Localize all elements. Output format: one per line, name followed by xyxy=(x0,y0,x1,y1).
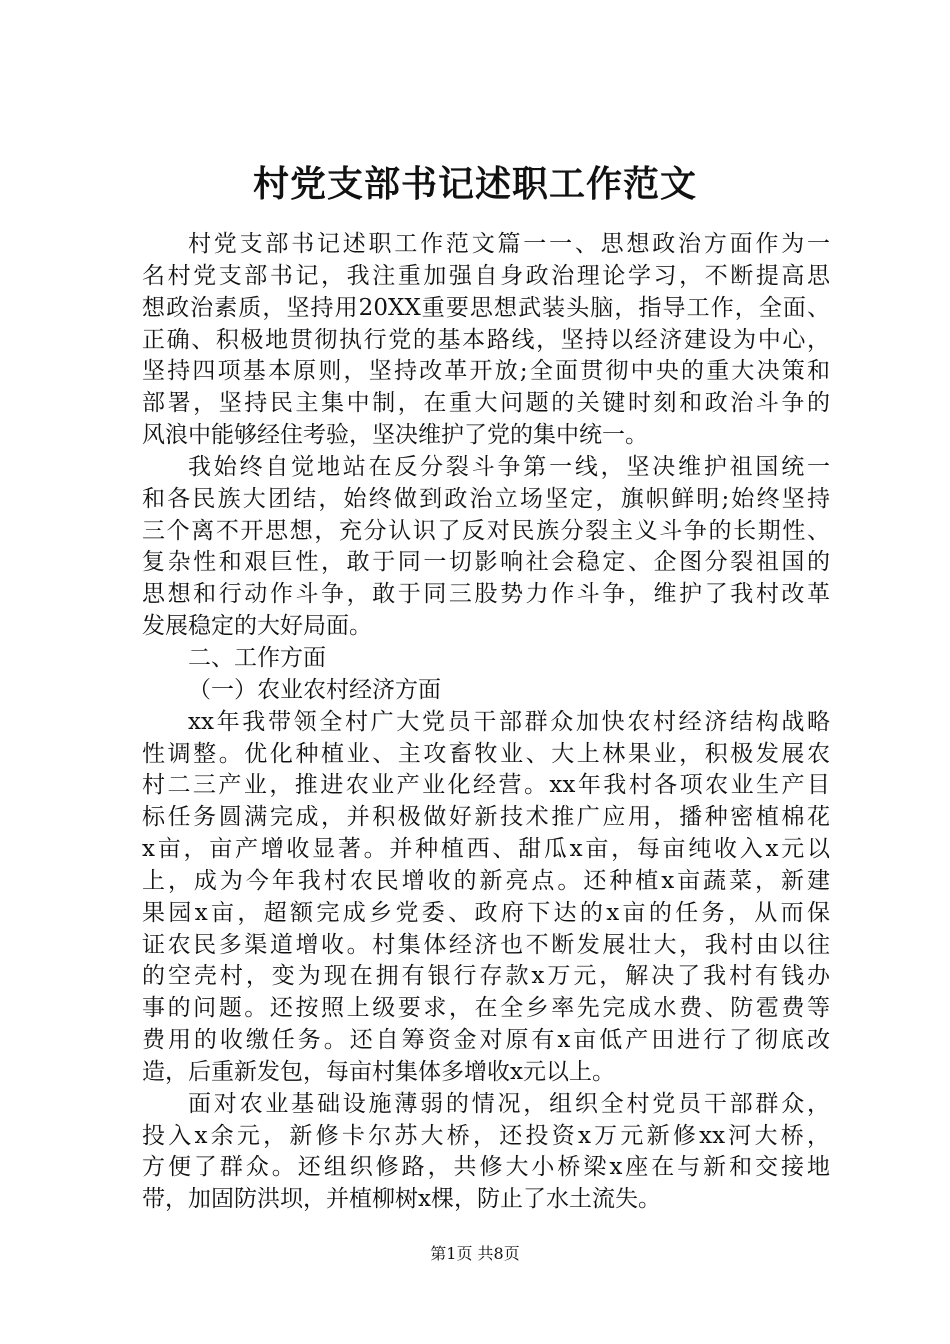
text-line: 三个离不开思想，充分认识了反对民族分裂主义斗争的长期性、 xyxy=(142,517,830,544)
text-line: 的空壳村，变为现在拥有银行存款x万元，解决了我村有钱办 xyxy=(142,963,830,990)
text-line: 村二三产业，推进农业产业化经营。xx年我村各项农业生产目 xyxy=(142,772,830,799)
text-line: 名村党支部书记，我注重加强自身政治理论学习，不断提高思 xyxy=(142,262,830,289)
subsection-heading: （一）农业农村经济方面 xyxy=(188,676,441,703)
text-line: 上，成为今年我村农民增收的新亮点。还种植x亩蔬菜，新建 xyxy=(142,867,830,894)
page-number: 第1页 共8页 xyxy=(430,1244,520,1263)
text-line: 我始终自觉地站在反分裂斗争第一线，坚决维护祖国统一 xyxy=(188,453,830,480)
text-line: x亩，亩产增收显著。并种植西、甜瓜x亩，每亩纯收入x元以 xyxy=(142,836,830,863)
text-line: 风浪中能够经住考验，坚决维护了党的集中统一。 xyxy=(142,422,648,449)
text-line: 坚持四项基本原则，坚持改革开放;全面贯彻中央的重大决策和 xyxy=(142,358,830,385)
document-title: 村党支部书记述职工作范文 xyxy=(252,163,697,205)
text-line: 和各民族大团结，始终做到政治立场坚定，旗帜鲜明;始终坚持 xyxy=(142,485,830,512)
text-line: 标任务圆满完成，并积极做好新技术推广应用，播种密植棉花 xyxy=(142,804,830,831)
text-line: 事的问题。还按照上级要求，在全乡率先完成水费、防雹费等 xyxy=(142,995,830,1022)
text-line: xx年我带领全村广大党员干部群众加快农村经济结构战略 xyxy=(188,708,830,735)
text-line: 面对农业基础设施薄弱的情况，组织全村党员干部群众， xyxy=(188,1090,830,1117)
document-body xyxy=(142,229,830,1216)
text-line: 思想和行动作斗争，敢于同三股势力作斗争，维护了我村改革 xyxy=(142,581,830,608)
text-line: 投入x余元，新修卡尔苏大桥，还投资x万元新修xx河大桥， xyxy=(142,1122,830,1149)
text-line: 想政治素质，坚持用20XX重要思想武装头脑，指导工作，全面、 xyxy=(142,294,830,321)
text-line: 费用的收缴任务。还自筹资金对原有x亩低产田进行了彻底改 xyxy=(142,1027,830,1054)
text-line: 性调整。优化种植业、主攻畜牧业、大上林果业，积极发展农 xyxy=(142,740,830,767)
text-line: 带，加固防洪坝，并植柳树x棵，防止了水土流失。 xyxy=(142,1186,661,1213)
text-line: 证农民多渠道增收。村集体经济也不断发展壮大，我村由以往 xyxy=(142,931,830,958)
text-line: 果园x亩，超额完成乡党委、政府下达的x亩的任务，从而保 xyxy=(142,899,830,926)
text-line: 正确、积极地贯彻执行党的基本路线，坚持以经济建设为中心， xyxy=(142,326,830,353)
section-heading: 二、工作方面 xyxy=(188,644,326,671)
text-line: 发展稳定的大好局面。 xyxy=(142,613,372,640)
text-line: 村党支部书记述职工作范文篇一一、思想政治方面作为一 xyxy=(188,231,830,257)
text-line: 方便了群众。还组织修路，共修大小桥梁x座在与新和交接地 xyxy=(142,1154,830,1181)
text-line: 造，后重新发包，每亩村集体多增收x元以上。 xyxy=(142,1058,615,1085)
text-line: 部署，坚持民主集中制，在重大问题的关键时刻和政治斗争的 xyxy=(142,390,830,417)
text-line: 复杂性和艰巨性，敢于同一切影响社会稳定、企图分裂祖国的 xyxy=(142,549,830,576)
